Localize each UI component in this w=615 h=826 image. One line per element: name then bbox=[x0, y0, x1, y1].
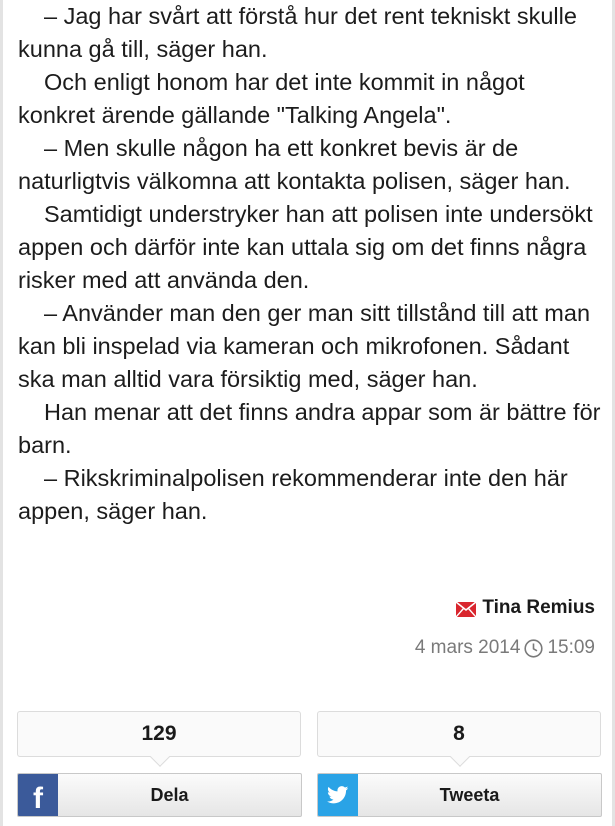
publish-dateline bbox=[415, 637, 595, 659]
twitter-share-count bbox=[317, 711, 601, 757]
author-name[interactable]: Tina Remius bbox=[482, 597, 595, 618]
twitter-count-value: 8 bbox=[453, 722, 465, 745]
twitter-share-button[interactable] bbox=[317, 773, 602, 817]
publish-time: 15:09 bbox=[547, 637, 595, 658]
twitter-share-label[interactable]: Tweeta bbox=[439, 784, 500, 805]
facebook-share-button[interactable] bbox=[17, 773, 302, 817]
clock-icon bbox=[524, 639, 543, 658]
article-paragraph: Han menar att det finns andra appar som är bättre för barn. bbox=[18, 399, 601, 458]
article-paragraph: Samtidigt understryker han att polisen inte undersökt appen och därför inte kan uttala sig om det finns några risker med att använda den. bbox=[18, 201, 593, 293]
article-body bbox=[18, 0, 603, 528]
article-paragraph: Och enligt honom har det inte kommit in något konkret ärende gällande "Talking Angela". bbox=[18, 69, 525, 128]
article-paragraph: – Men skulle någon ha ett konkret bevis är de naturligtvis välkomna att kontakta polisen, säger han. bbox=[18, 135, 571, 194]
count-bubble-pointer bbox=[150, 747, 170, 767]
facebook-share-label[interactable]: Dela bbox=[150, 784, 189, 805]
facebook-icon[interactable]: f bbox=[18, 774, 58, 816]
mail-icon[interactable] bbox=[456, 601, 476, 616]
author-byline[interactable] bbox=[456, 597, 595, 619]
article-paragraph: – Använder man den ger man sitt tillstånd till att man kan bli inspelad via kameran och mikrofonen. Sådant ska man alltid vara försiktig med, säger han. bbox=[18, 300, 591, 392]
facebook-count-value: 129 bbox=[141, 722, 177, 745]
publish-date: 4 mars 2014 bbox=[414, 637, 521, 658]
facebook-share-count bbox=[17, 711, 301, 757]
article-paragraph: – Rikskriminalpolisen rekommenderar inte den här appen, säger han. bbox=[18, 465, 568, 524]
article-paragraph: – Jag har svårt att förstå hur det rent tekniskt skulle kunna gå till, säger han. bbox=[18, 3, 577, 62]
twitter-bird-icon[interactable] bbox=[318, 774, 358, 816]
count-bubble-pointer bbox=[450, 747, 470, 767]
